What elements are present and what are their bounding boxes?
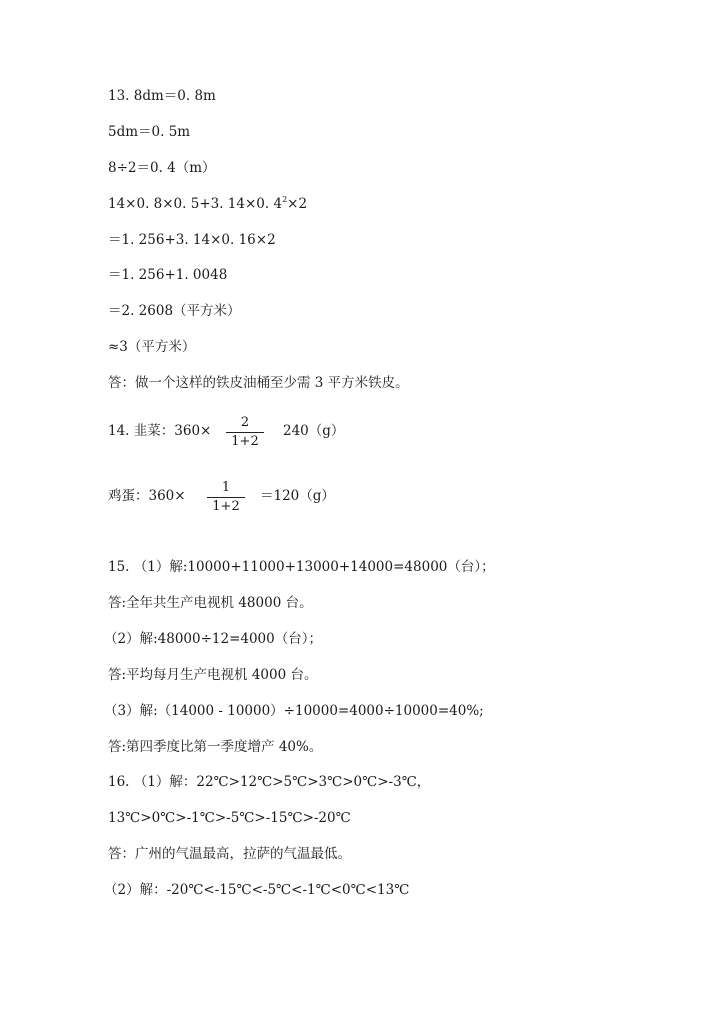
fraction-bar bbox=[207, 497, 245, 498]
p16-line-2: 13℃>0℃>-1℃>-5℃>-15℃>-20℃ bbox=[108, 810, 351, 826]
p14-egg-denominator: 1+2 bbox=[212, 499, 240, 514]
p14-egg-prefix: 鸡蛋：360× bbox=[108, 488, 186, 504]
p13-line-2: 5dm＝0. 5m bbox=[108, 124, 191, 140]
p15-line-2: （2）解:48000÷12=4000（台）； bbox=[104, 631, 322, 647]
p13-line-4-exponent: 2 bbox=[282, 195, 288, 204]
p14-egg-numerator: 1 bbox=[221, 480, 231, 495]
p13-line-3: 8÷2＝0. 4（m） bbox=[108, 160, 216, 176]
p13-line-7: ＝2. 2608（平方米） bbox=[108, 303, 241, 319]
p13-line-4 bbox=[108, 195, 307, 213]
p14-leek-fraction bbox=[226, 415, 264, 450]
p16-line-1: 16. （1）解：22℃>12℃>5℃>3℃>0℃>-3℃， bbox=[108, 774, 431, 790]
fraction-bar bbox=[226, 432, 264, 433]
p13-line-5: ＝1. 256+3. 14×0. 16×2 bbox=[108, 232, 276, 248]
p13-line-8: ≈3（平方米） bbox=[108, 339, 196, 355]
p15-answer-3: 答:第四季度比第一季度增产 40%。 bbox=[108, 739, 323, 755]
p16-line-3: （2）解：-20℃<-15℃<-5℃<-1℃<0℃<13℃ bbox=[104, 882, 410, 898]
p14-egg-fraction bbox=[207, 480, 245, 515]
p14-leek-numerator: 2 bbox=[240, 415, 250, 430]
p13-line-1: 13. 8dm＝0. 8m bbox=[108, 88, 216, 104]
p15-answer-1: 答:全年共生产电视机 48000 台。 bbox=[108, 595, 313, 611]
p13-line-4-tail: ×2 bbox=[287, 196, 308, 212]
p14-leek-result: 240（g） bbox=[283, 423, 345, 439]
p14-leek-prefix: 14. 韭菜：360× bbox=[108, 423, 212, 439]
p13-line-6: ＝1. 256+1. 0048 bbox=[108, 267, 228, 283]
p14-egg-result: ＝120（g） bbox=[260, 488, 335, 504]
p13-line-4-main: 14×0. 8×0. 5+3. 14×0. 4 bbox=[108, 196, 283, 212]
p15-answer-2: 答:平均每月生产电视机 4000 台。 bbox=[108, 667, 318, 683]
p15-line-3: （3）解:（14000 - 10000）÷10000=4000÷10000=40%; bbox=[104, 703, 484, 719]
p16-answer-1: 答：广州的气温最高，拉萨的气温最低。 bbox=[108, 846, 351, 862]
p15-line-1: 15. （1）解:10000+11000+13000+14000=48000（台）； bbox=[108, 559, 495, 575]
p14-leek-denominator: 1+2 bbox=[231, 434, 259, 449]
p13-answer: 答：做一个这样的铁皮油桶至少需 3 平方米铁皮。 bbox=[108, 375, 409, 391]
